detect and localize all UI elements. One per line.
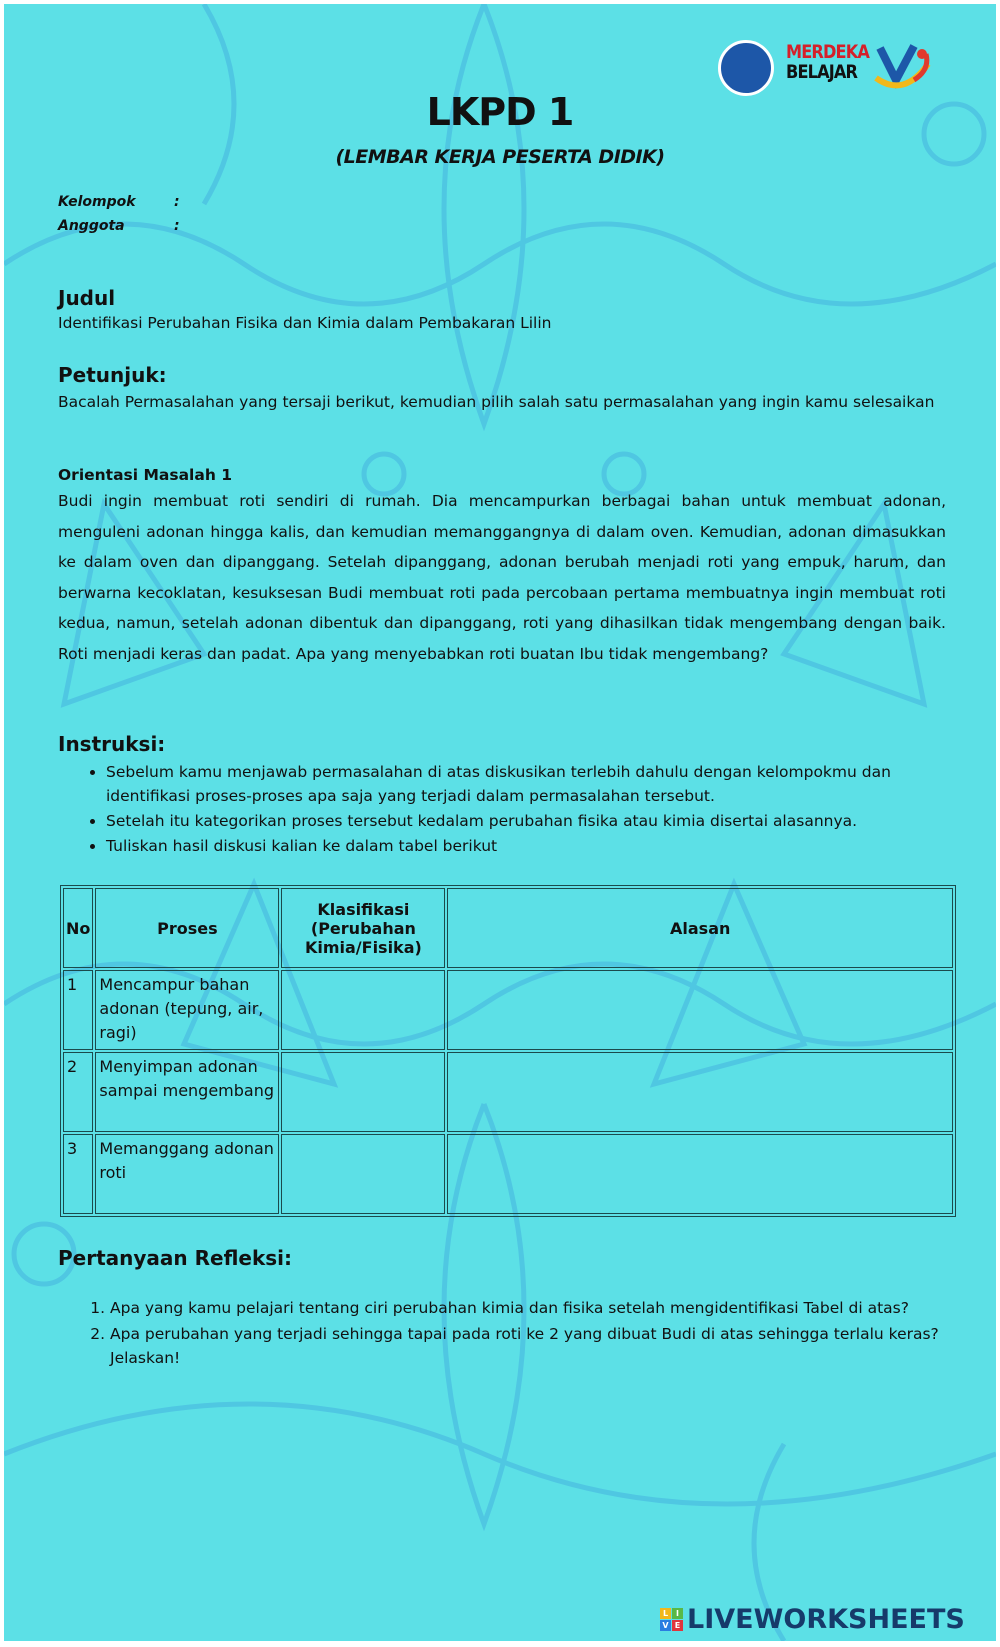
anggota-field[interactable]	[58, 218, 180, 234]
page-title: LKPD 1	[426, 90, 574, 134]
orientasi-text: Budi ingin membuat roti sendiri di rumah. Dia mencampurkan berbagai bahan untuk membuat adonan, menguleni adonan hingga kalis, dan kemudian memanggangnya di dalam oven. Kemudian, adonan dimasukkan ke dalam oven dan dipanggang. Setelah dipanggang, adonan berubah menjadi roti yang empuk, harum, dan berwarna kecoklatan, kesuksesan Budi membuat roti pada percobaan pertama membuatnya ingin membuat roti kedua, namun, setelah adonan dibentuk dan dipanggang, roti yang dihasilkan tidak mengembang dengan baik. Roti menjadi keras dan padat. Apa yang menyebabkan roti buatan Ibu tidak mengembang?	[58, 492, 946, 663]
kelompok-label: Kelompok	[58, 194, 136, 210]
petunjuk-text: Bacalah Permasalahan yang tersaji berikut, kemudian pilih salah satu permasalahan yang ingin kamu selesaikan	[58, 393, 935, 411]
cell-proses: Mencampur bahan adonan (tepung, air, ragi)	[95, 970, 279, 1050]
petunjuk-heading: Petunjuk:	[58, 363, 167, 387]
logo-text-belajar: BELAJAR	[786, 61, 858, 83]
kelompok-field[interactable]	[58, 194, 180, 210]
refleksi-heading: Pertanyaan Refleksi:	[58, 1246, 293, 1270]
worksheet-page	[4, 4, 996, 1641]
instruksi-item: • Tuliskan hasil diskusi kalian ke dalam tabel berikut	[106, 834, 976, 858]
alasan-input[interactable]	[447, 1052, 953, 1132]
klasifikasi-input[interactable]	[281, 1052, 445, 1132]
refleksi-list	[56, 1296, 990, 1372]
page-subtitle: (LEMBAR KERJA PESERTA DIDIK)	[335, 146, 665, 168]
klasifikasi-input[interactable]	[281, 1134, 445, 1214]
liveworksheets-logo[interactable]	[660, 1604, 965, 1635]
liveworksheets-icon	[660, 1608, 683, 1631]
process-table	[60, 885, 956, 1217]
icon-letter: L	[660, 1608, 671, 1619]
header-alasan: Alasan	[447, 888, 953, 968]
klasifikasi-input[interactable]	[281, 970, 445, 1050]
merdeka-belajar-logo	[786, 42, 869, 82]
cell-proses: Memanggang adonan roti	[95, 1134, 279, 1214]
instruksi-list	[52, 760, 976, 859]
cell-proses: Menyimpan adonan sampai mengembang	[95, 1052, 279, 1132]
alasan-input[interactable]	[447, 970, 953, 1050]
kemendikbud-logo	[718, 40, 774, 96]
alasan-input[interactable]	[447, 1134, 953, 1214]
table-row	[63, 970, 953, 1050]
liveworksheets-brand: LIVEWORKSHEETS	[687, 1604, 965, 1635]
cell-no: 3	[63, 1134, 93, 1214]
instruksi-heading: Instruksi:	[58, 732, 166, 756]
icon-letter: V	[660, 1620, 671, 1631]
judul-text: Identifikasi Perubahan Fisika dan Kimia dalam Pembakaran Lilin	[58, 314, 552, 332]
merdeka-belajar-emblem-icon	[874, 40, 932, 94]
header-klasifikasi: Klasifikasi (Perubahan Kimia/Fisika)	[281, 888, 445, 968]
cell-no: 2	[63, 1052, 93, 1132]
instruksi-item: • Setelah itu kategorikan proses tersebut kedalam perubahan fisika atau kimia disertai alasannya.	[106, 809, 976, 833]
anggota-label: Anggota	[58, 218, 125, 234]
table-header-row	[63, 888, 953, 968]
orientasi-heading: Orientasi Masalah 1	[58, 466, 233, 484]
icon-letter: E	[672, 1620, 683, 1631]
colon: :	[174, 194, 180, 210]
table-row	[63, 1134, 953, 1214]
icon-letter: I	[672, 1608, 683, 1619]
refleksi-item: 2. Apa perubahan yang terjadi sehingga tapai pada roti ke 2 yang dibuat Budi di atas sehingga terlalu keras? Jelaskan!	[110, 1322, 990, 1370]
refleksi-item: 1. Apa yang kamu pelajari tentang ciri perubahan kimia dan fisika setelah mengidentifikasi Tabel di atas?	[110, 1296, 990, 1320]
cell-no: 1	[63, 970, 93, 1050]
colon: :	[174, 218, 180, 234]
header-proses: Proses	[95, 888, 279, 968]
header-no: No	[63, 888, 93, 968]
logo-text-merdeka: MERDEKA	[786, 41, 870, 63]
table-row	[63, 1052, 953, 1132]
instruksi-item: • Sebelum kamu menjawab permasalahan di atas diskusikan terlebih dahulu dengan kelompokmu dan identifikasi proses-proses apa saja yang terjadi dalam permasalahan tersebut.	[106, 760, 976, 808]
judul-heading: Judul	[58, 286, 116, 310]
